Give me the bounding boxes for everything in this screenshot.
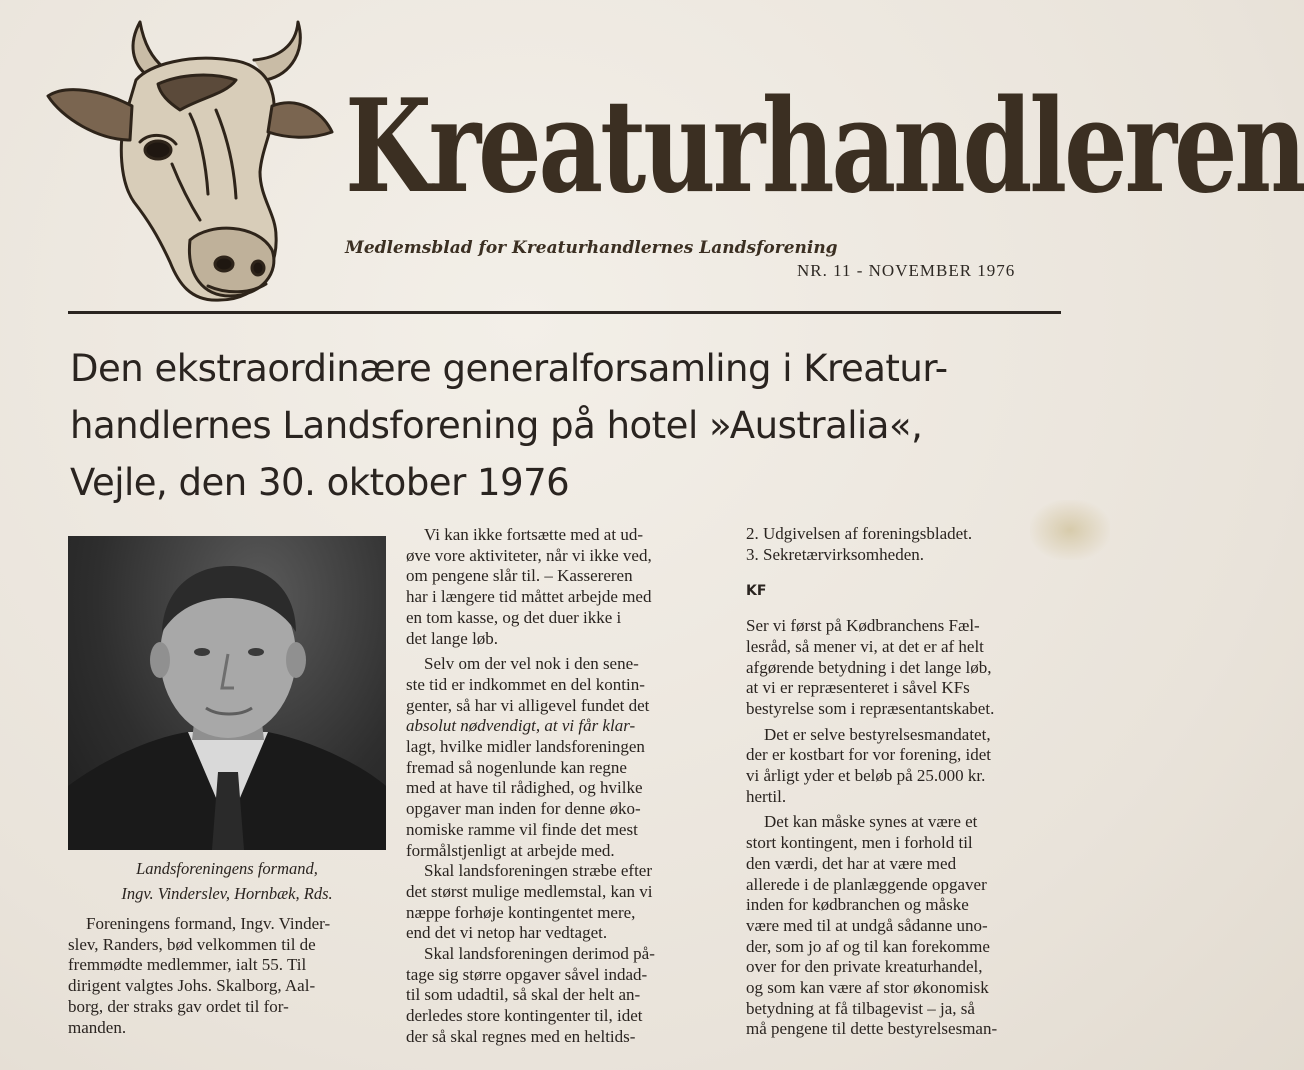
photo-caption bbox=[68, 856, 386, 906]
text-line: afgørende betydning i det lange løb, bbox=[746, 657, 992, 677]
text-line: tage sig større opgaver såvel indad- bbox=[406, 964, 648, 984]
article-column-1 bbox=[68, 914, 386, 1038]
text-line: betydning at få tilbagevist – ja, så bbox=[746, 998, 975, 1018]
text-line: hertil. bbox=[746, 786, 787, 806]
text-line: over for den private kreaturhandel, bbox=[746, 957, 983, 977]
text-line: om pengene slår til. – Kassereren bbox=[406, 566, 633, 586]
paper-stain bbox=[1030, 500, 1110, 560]
headline-line: handlernes Landsforening på hotel »Australia«, bbox=[70, 404, 923, 447]
list-item: 2. Udgivelsen af foreningsbladet. bbox=[746, 524, 973, 543]
text-line: borg, der straks gav ordet til for- bbox=[68, 996, 289, 1016]
text-line: at vi er repræsenteret i såvel KFs bbox=[746, 678, 970, 698]
masthead-subtitle: Medlemsblad for Kreaturhandlernes Landsforening bbox=[345, 238, 838, 258]
text-line: har i længere tid måttet arbejde med bbox=[406, 587, 652, 607]
headline-line: Vejle, den 30. oktober 1976 bbox=[70, 461, 570, 504]
text-line: lagt, hvilke midler landsforeningen bbox=[406, 737, 645, 757]
text-line: nomiske ramme vil finde det mest bbox=[406, 819, 638, 839]
portrait-photo bbox=[68, 536, 386, 850]
text-line: øve vore aktiviteter, når vi ikke ved, bbox=[406, 545, 652, 565]
text-line: Skal landsforeningen stræbe efter bbox=[424, 861, 653, 881]
text-line: der er kostbart for vor forening, idet bbox=[746, 745, 991, 765]
text-line: det lange løb. bbox=[406, 628, 499, 648]
caption-line: Landsforeningens formand, bbox=[136, 859, 318, 878]
headline bbox=[70, 340, 1060, 511]
text-line: den værdi, det har at være med bbox=[746, 853, 957, 873]
text-line: der, som jo af og til kan forekomme bbox=[746, 936, 990, 956]
section-subhead: KF bbox=[746, 583, 767, 600]
text-line: Det kan måske synes at være et bbox=[764, 812, 978, 832]
text-line: ste tid er indkommet en del kontin- bbox=[406, 674, 645, 694]
text-line: inden for kødbranchen og måske bbox=[746, 895, 969, 915]
article-column-2 bbox=[406, 525, 724, 1048]
text-line: må pengene til dette bestyrelsesman- bbox=[746, 1019, 998, 1039]
text-line: til som udadtil, så skal der helt an- bbox=[406, 985, 641, 1005]
masthead-rule bbox=[68, 311, 1061, 314]
text-line: slev, Randers, bød velkommen til de bbox=[68, 934, 316, 954]
text-line: Foreningens formand, Ingv. Vinder- bbox=[86, 914, 331, 933]
text-line: Ser vi først på Kødbranchens Fæl- bbox=[746, 616, 980, 636]
text-line: Skal landsforeningen derimod på- bbox=[424, 944, 655, 964]
text-line: en tom kasse, og det duer ikke i bbox=[406, 607, 622, 627]
text-line: end det vi netop har vedtaget. bbox=[406, 923, 608, 943]
text-line: Det er selve bestyrelsesmandatet, bbox=[764, 724, 991, 744]
text-line: Vi kan ikke fortsætte med at ud- bbox=[424, 525, 643, 544]
text-line: formålstjenligt at arbejde med. bbox=[406, 840, 615, 860]
list-item: 3. Sekretærvirksomheden. bbox=[746, 544, 924, 564]
masthead-title: Kreaturhandleren bbox=[345, 72, 1304, 222]
text-line: Selv om der vel nok i den sene- bbox=[424, 654, 639, 674]
text-line: allerede i de planlæggende opgaver bbox=[746, 874, 987, 894]
text-line: derledes store kontingenter til, idet bbox=[406, 1006, 643, 1026]
text-line: stort kontingent, men i forhold til bbox=[746, 833, 973, 853]
text-line: opgaver man inden for denne øko- bbox=[406, 799, 641, 819]
text-line: næppe forhøje kontingentet mere, bbox=[406, 902, 636, 922]
text-line: fremad så nogenlunde kan regne bbox=[406, 757, 627, 777]
caption-line: Ingv. Vinderslev, Hornbæk, Rds. bbox=[121, 884, 333, 903]
text-line: manden. bbox=[68, 1017, 127, 1037]
text-line: der så skal regnes med en heltids- bbox=[406, 1026, 636, 1046]
text-line: med at have til rådighed, og hvilke bbox=[406, 778, 643, 798]
headline-line: Den ekstraordinære generalforsamling i Kreatur- bbox=[70, 347, 948, 390]
text-line: være med til at undgå sådanne uno- bbox=[746, 915, 988, 935]
article-column-3 bbox=[746, 524, 1068, 1040]
text-line: og som kan være af stor økonomisk bbox=[746, 978, 989, 998]
text-line: genter, så har vi alligevel fundet det bbox=[406, 695, 650, 715]
text-line: bestyrelse som i repræsentantskabet. bbox=[746, 698, 995, 718]
text-line: fremmødte medlemmer, ialt 55. Til bbox=[68, 955, 307, 975]
text-line: dirigent valgtes Johs. Skalborg, Aal- bbox=[68, 976, 316, 996]
cow-head-logo bbox=[40, 14, 340, 314]
text-line: absolut nødvendigt, at vi får klar- bbox=[406, 716, 636, 736]
text-line: lesråd, så mener vi, at det er af helt bbox=[746, 636, 984, 656]
text-line: vi årligt yder et beløb på 25.000 kr. bbox=[746, 766, 986, 786]
issue-number: NR. 11 - NOVEMBER 1976 bbox=[797, 261, 1016, 280]
text-line: det størst mulige medlemstal, kan vi bbox=[406, 881, 653, 901]
